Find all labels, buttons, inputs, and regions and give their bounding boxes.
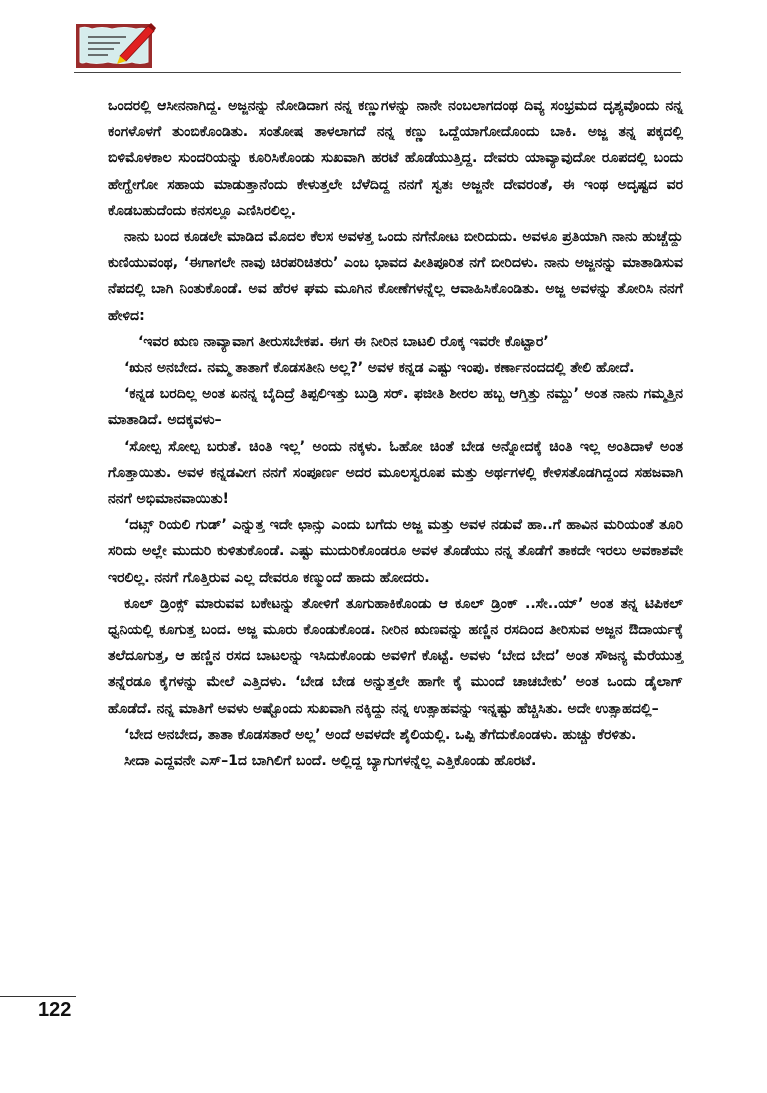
paragraph-6: ‘ಸೋಲ್ಪ ಸೋಲ್ಪ ಬರುತೆ. ಚಿಂತಿ ಇಲ್ಲ’ ಅಂದು ನಕ್ಕಳು. ಓಹೋ ಚಿಂತೆ ಬೇಡ ಅನ್ನೋದಕ್ಕೆ ಚಿಂತಿ ಇಲ್ಲ ಅಂತಿದಾಳೆ ಅಂತ ಗೊತ್ತಾಯಿತು. ಅವಳ ಕನ್ನಡವೀಗ ನನಗೆ ಸಂಪೂರ್ಣ ಅದರ ಮೂಲಸ್ವರೂಪ ಮತ್ತು ಅರ್ಥಗಳಲ್ಲಿ ಕೇಳಿಸತೊಡಗಿದ್ದಂದ ಸಹಜವಾಗಿ ನನಗೆ ಅಭಿಮಾನವಾಯಿತು! — [108, 438, 683, 508]
paragraph-4: ‘ಋನ ಅನಬೇದ. ನಮ್ಮ ತಾತಾಗೆ ಕೊಡಸತೀನಿ ಅಲ್ಲ?’ ಅವಳ ಕನ್ನಡ ಎಷ್ಟು ಇಂಪು. ಕರ್ಣಾನಂದದಲ್ಲಿ ತೇಲಿ ಹೋದೆ. — [124, 360, 635, 377]
paragraph-9: ‘ಬೇದ ಅನಬೇದ, ತಾತಾ ಕೊಡಸತಾರೆ ಅಲ್ಲ’ ಅಂದೆ ಅವಳದೇ ಶೈಲಿಯಲ್ಲಿ. ಒಪ್ಪಿ ತೆಗೆದುಕೊಂಡಳು. ಹುಚ್ಚು ಕೆರಳಿತು. — [124, 726, 637, 743]
paragraph-2: ನಾನು ಬಂದ ಕೂಡಲೇ ಮಾಡಿದ ಮೊದಲ ಕೆಲಸ ಅವಳತ್ತ ಒಂದು ನಗೆನೋಟ ಬೀರಿದುದು. ಅವಳೂ ಪ್ರತಿಯಾಗಿ ನಾನು ಹುಚ್ಚೆದ್ದು ಕುಣಿಯುವಂಥ, ‘ಈಗಾಗಲೇ ನಾವು ಚಿರಪರಿಚಿತರು’ ಎಂಬ ಭಾವದ ಪೀತಿಪೂರಿತ ನಗೆ ಬೀರಿದಳು. ನಾನು ಅಜ್ಜನನ್ನು ಮಾತಾಡಿಸುವ ನೆಪದಲ್ಲಿ ಬಾಗಿ ನಿಂತುಕೊಂಡೆ. ಅವ ಹೆರಳ ಘಮ ಮೂಗಿನ ಕೋಣೆಗಳನ್ನೆಲ್ಲ ಆವಾಹಿಸಿಕೊಂಡಿತು. ಅಜ್ಜ ಅವಳನ್ನು ತೋರಿಸಿ ನನಗೆ ಹೇಳಿದ: — [108, 229, 683, 324]
paragraph-7: ‘ದಟ್ಸ್ ರಿಯಲಿ ಗುಡ್’ ಎನ್ನುತ್ತ ಇದೇ ಛಾನ್ಸು ಎಂದು ಬಗೆದು ಅಜ್ಜ ಮತ್ತು ಅವಳ ನಡುವೆ ಹಾ..ಗೆ ಹಾವಿನ ಮರಿಯಂತೆ ತೂರಿ ಸರಿದು ಅಲ್ಲೇ ಮುದುರಿ ಕುಳಿತುಕೊಂಡೆ. ಎಷ್ಟು ಮುದುರಿಕೊಂಡರೂ ಅವಳ ತೊಡೆಯು ನನ್ನ ತೊಡೆಗೆ ತಾಕದೇ ಇರಲು ಅವಕಾಶವೇ ಇರಲಿಲ್ಲ. ನನಗೆ ಗೊತ್ತಿರುವ ಎಲ್ಲ ದೇವರೂ ಕಣ್ಮುಂದೆ ಹಾದು ಹೋದರು. — [108, 517, 683, 586]
paragraph-1: ಒಂದರಲ್ಲಿ ಆಸೀನನಾಗಿದ್ದ. ಅಜ್ಜನನ್ನು ನೋಡಿದಾಗ ನನ್ನ ಕಣ್ಣುಗಳನ್ನು ನಾನೇ ನಂಬಲಾಗದಂಥ ದಿವ್ಯ ಸಂಭ್ರಮದ ದೃಶ್ಯವೊಂದು ನನ್ನ ಕಂಗಳೊಳಗೆ ತುಂಬಿಕೊಂಡಿತು. ಸಂತೋಷ ತಾಳಲಾಗದೆ ನನ್ನ ಕಣ್ಣು ಒದ್ದೆಯಾಗೋದೊಂದು ಬಾಕಿ. ಅಜ್ಜ ತನ್ನ ಪಕ್ಕದಲ್ಲಿ ಬಿಳಿಮೊಳಕಾಲ ಸುಂದರಿಯನ್ನು ಕೂರಿಸಿಕೊಂಡು ಸುಖವಾಗಿ ಹರಟೆ ಹೊಡೆಯುತ್ತಿದ್ದ. ದೇವರು ಯಾವ್ಯಾವುದೋ ರೂಪದಲ್ಲಿ ಬಂದು ಹೇಗ್ಹೇಗೋ ಸಹಾಯ ಮಾಡುತ್ತಾನೆಂದು ಕೇಳುತ್ತಲೇ ಬೆಳೆದಿದ್ದ ನನಗೆ ಸ್ವತಃ ಅಜ್ಜನೇ ದೇವರಂತೆ, ಈ ಇಂಥ ಅದೃಷ್ಟದ ವರ ಕೊಡಬಹುದೆಂದು ಕನಸಲ್ಲೂ ಎಣಿಸಿರಲಿಲ್ಲ. — [108, 98, 683, 219]
page-number: 122 — [38, 999, 72, 1021]
body-text — [108, 93, 683, 774]
paragraph-5: ‘ಕನ್ನಡ ಬರದಿಲ್ಲ ಅಂತ ಏನನ್ನ ಬೈದಿದ್ರೆ ತಿಪ್ಪಲಿಇತ್ತು ಬುಡ್ರಿ ಸರ್. ಫಜೀತಿ ಶೀರಲ ಹಬ್ಬ ಆಗ್ತಿತ್ತು ನಮ್ದು’ ಅಂತ ನಾನು ಗಮ್ಮತ್ತಿನ ಮಾತಾಡಿದೆ. ಅದಕ್ಕವಳು– — [108, 386, 683, 429]
book-logo-icon — [74, 20, 156, 70]
footer-rule — [0, 996, 76, 997]
paragraph-8: ಕೂಲ್ ಡ್ರಿಂಕ್ಸ್ ಮಾರುವವ ಬಕೇಟನ್ನು ತೋಳಿಗೆ ತೂಗುಹಾಕಿಕೊಂಡು ಆ ಕೂಲ್ ಡ್ರಿಂಕ್ ..ಸೇ..ಯ್’ ಅಂತ ತನ್ನ ಟಿಪಿಕಲ್ ಧ್ವನಿಯಲ್ಲಿ ಕೂಗುತ್ತ ಬಂದ. ಅಜ್ಜ ಮೂರು ಕೊಂಡುಕೊಂಡ. ನೀರಿನ ಋಣವನ್ನು ಹಣ್ಣಿನ ರಸದಿಂದ ತೀರಿಸುವ ಅಜ್ಜನ ಔದಾರ್ಯಕ್ಕೆ ತಲೆದೂಗುತ್ತ, ಆ ಹಣ್ಣಿನ ರಸದ ಬಾಟಲನ್ನು ಇಸಿದುಕೊಂಡು ಅವಳಿಗೆ ಕೊಟ್ಟೆ. ಅವಳು ‘ಬೇದ ಬೇದ’ ಅಂತ ಸೌಜನ್ಯ ಮೆರೆಯುತ್ತ ತನ್ನೆರಡೂ ಕೈಗಳನ್ನು ಮೇಲೆ ಎತ್ತಿದಳು. ‘ಬೇಡ ಬೇಡ ಅನ್ನುತ್ತಲೇ ಹಾಗೇ ಕೈ ಮುಂದೆ ಚಾಚಬೇಕು’ ಅಂತ ಒಂದು ಡೈಲಾಗ್ ಹೊಡೆದೆ. ನನ್ನ ಮಾತಿಗೆ ಅವಳು ಅಷ್ಟೊಂದು ಸುಖವಾಗಿ ನಕ್ಕಿದ್ದು ನನ್ನ ಉತ್ಸಾಹವನ್ನು ಇನ್ನಷ್ಟು ಹೆಚ್ಚಿಸಿತು. ಅದೇ ಉತ್ಸಾಹದಲ್ಲಿ– — [108, 595, 683, 717]
header-rule — [74, 72, 681, 73]
paragraph-3: ‘ಇವರ ಋಣ ನಾವ್ಯಾವಾಗ ತೀರುಸಬೇಕಪ. ಈಗ ಈ ನೀರಿನ ಬಾಟಲಿ ರೊಕ್ಕ ಇವರೇ ಕೊಟ್ಟಾರ’ — [138, 333, 549, 350]
paragraph-10: ಸೀದಾ ಎದ್ದವನೇ ಎಸ್–1ದ ಬಾಗಿಲಿಗೆ ಬಂದೆ. ಅಲ್ಲಿದ್ದ ಬ್ಯಾಗುಗಳನ್ನೆಲ್ಲ ಎತ್ತಿಕೊಂಡು ಹೊರಟೆ. — [124, 753, 537, 770]
